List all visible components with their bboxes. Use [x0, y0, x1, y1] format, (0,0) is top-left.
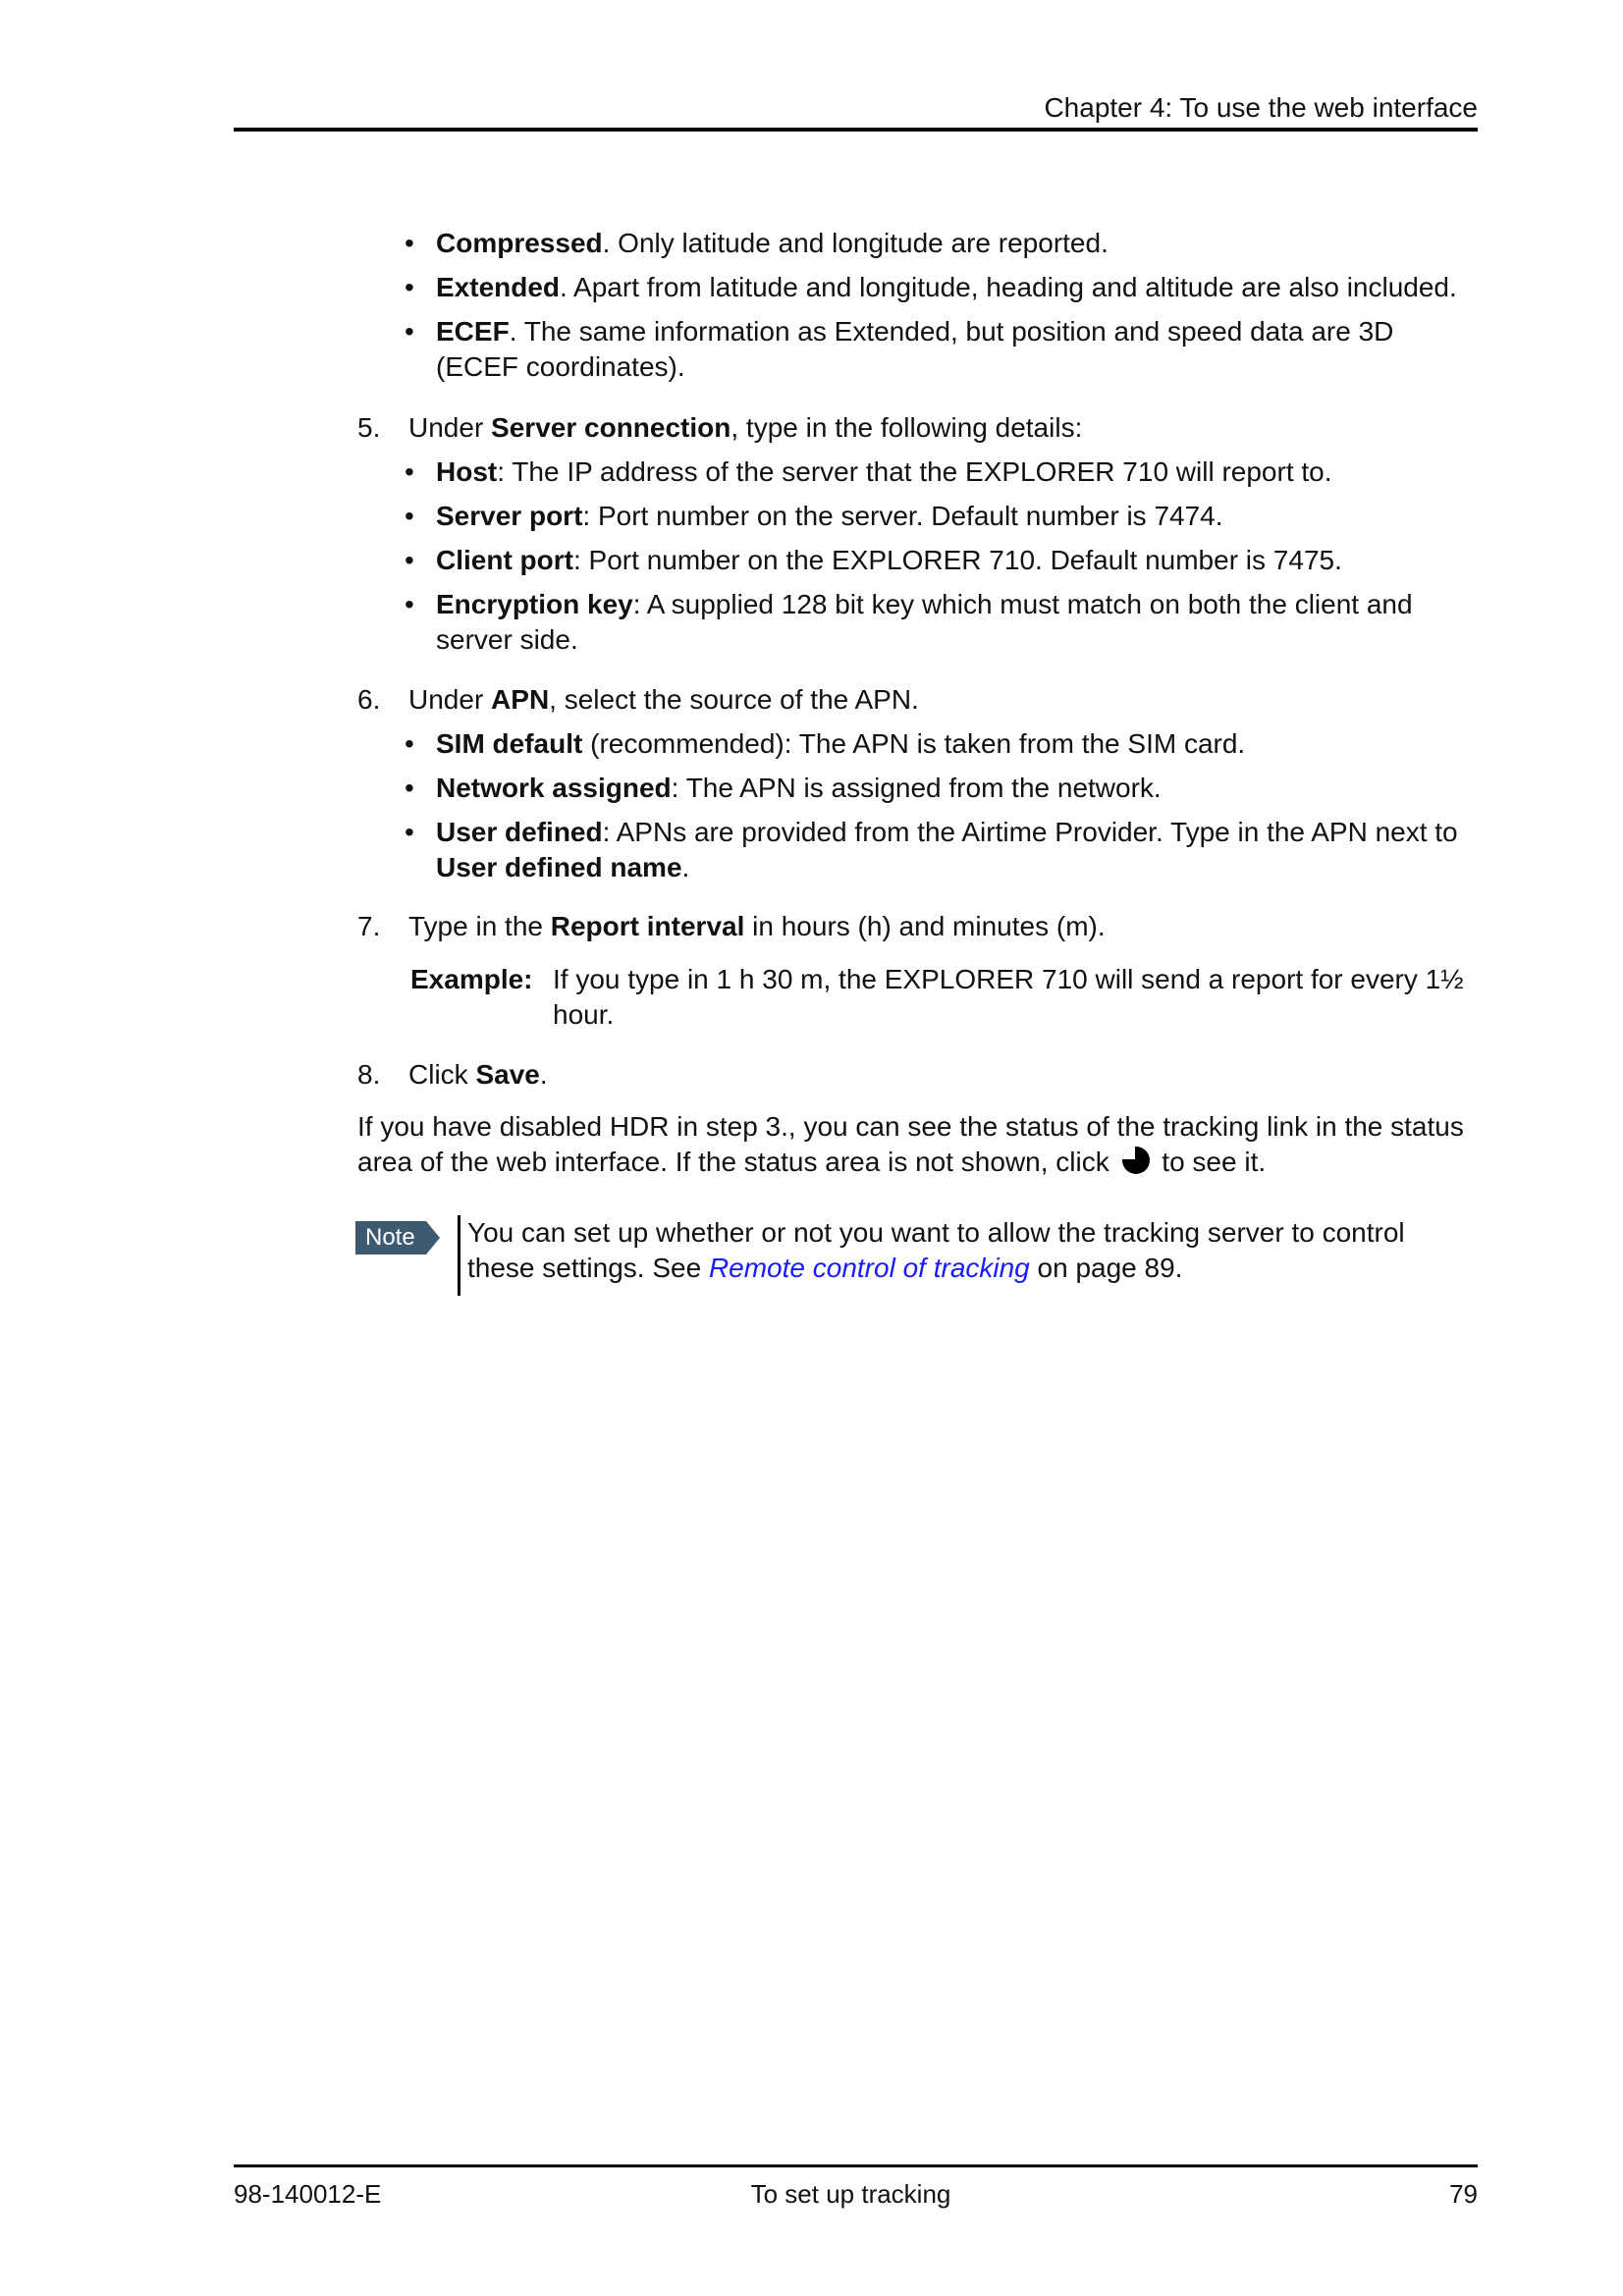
note-divider	[458, 1215, 460, 1296]
bullet-desc: . Apart from latitude and longitude, heading and altitude are also included.	[560, 272, 1457, 302]
bullet-desc: . The same information as Extended, but position and speed data are 3D (ECEF coordinates).	[436, 316, 1394, 382]
page-number: 79	[1449, 2179, 1478, 2209]
bullet-term: Compressed	[436, 228, 603, 258]
bullet-dot: •	[405, 728, 414, 759]
footer-rule	[234, 2164, 1478, 2167]
step-text: Type in the Report interval in hours (h) and minutes (m).	[408, 911, 1106, 941]
step-number: 7.	[357, 911, 381, 941]
bullet-dot: •	[405, 272, 414, 302]
status-paragraph: If you have disabled HDR in step 3., you can see the status of the tracking link in the status area of the web interface. If the status area is not shown, click to see it.	[357, 1111, 1464, 1177]
header-rule	[234, 128, 1478, 132]
example-text: If you type in 1 h 30 m, the EXPLORER 710 will send a report for every 1½ hour.	[553, 964, 1464, 1030]
step-text: Under APN, select the source of the APN.	[408, 684, 919, 715]
bullet-dot: •	[405, 501, 414, 531]
footer-doc-id: 98-140012-E	[234, 2179, 382, 2209]
bullet-dot: •	[405, 316, 414, 347]
note-badge-label: Note	[365, 1224, 415, 1251]
example-label: Example:	[410, 964, 533, 994]
bullet-dot: •	[405, 228, 414, 258]
bullet-dot: •	[405, 545, 414, 575]
step-number: 6.	[357, 684, 381, 715]
step-text: Click Save.	[408, 1059, 548, 1090]
note-text: You can set up whether or not you want to allow the tracking server to control these settings. See Remote control of tracking on page 89.	[467, 1217, 1405, 1283]
step-number: 8.	[357, 1059, 381, 1090]
clock-icon[interactable]	[1121, 1146, 1151, 1175]
bullet-term: ECEF	[436, 316, 510, 347]
chapter-header: Chapter 4: To use the web interface	[1044, 92, 1478, 123]
bullet-dot: •	[405, 589, 414, 619]
bullet-dot: •	[405, 773, 414, 803]
bullet-dot: •	[405, 456, 414, 487]
bullet-term: Extended	[436, 272, 561, 302]
footer-section: To set up tracking	[750, 2179, 951, 2209]
step-number: 5.	[357, 412, 381, 443]
cross-reference-link[interactable]: Remote control of tracking	[708, 1253, 1030, 1283]
bullet-dot: •	[405, 817, 414, 847]
bullet-desc: . Only latitude and longitude are reported.	[602, 228, 1109, 258]
step-text: Under Server connection, type in the following details:	[408, 412, 1083, 443]
